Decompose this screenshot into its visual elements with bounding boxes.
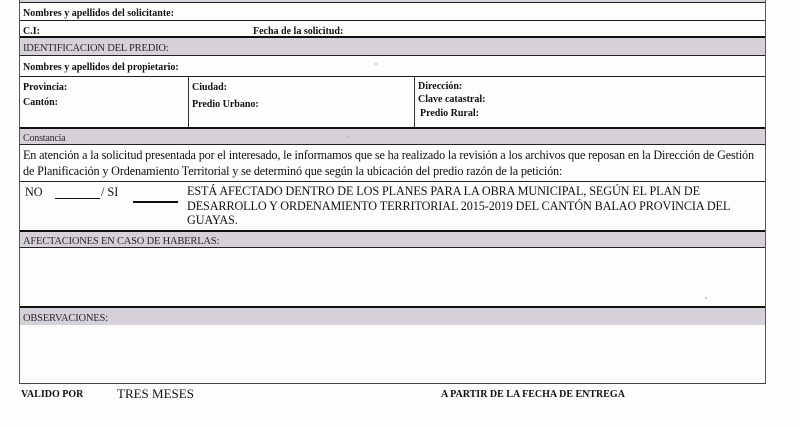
- observaciones-title: OBSERVACIONES:: [23, 313, 108, 324]
- propietario-label: Nombres y apellidos del propietario:: [23, 62, 179, 73]
- no-label: NO: [25, 185, 43, 199]
- solicitante-name-label: Nombres y apellidos del solicitante:: [23, 8, 174, 19]
- location-col-direccion[interactable]: [415, 77, 765, 127]
- predio-urbano-label: Predio Urbano:: [192, 99, 259, 110]
- afectaciones-title: AFECTACIONES EN CASO DE HABERLAS:: [23, 236, 220, 247]
- observaciones-field[interactable]: [20, 325, 765, 383]
- section-header-afectaciones: [20, 232, 765, 248]
- section-header-identificacion: [20, 38, 765, 56]
- section-header-constancia: [20, 129, 765, 145]
- location-col-ciudad[interactable]: [189, 77, 415, 127]
- location-row: [20, 77, 765, 129]
- fecha-label: Fecha de la solicitud:: [253, 26, 344, 37]
- footer: [0, 385, 800, 403]
- scan-speck: [347, 136, 349, 138]
- provincia-label: Provincia:: [23, 82, 68, 93]
- constancia-paragraph: En atención a la solicitud presentada por el interesado, le informamos que se ha realizado la revisión a los archivos que reposan en la Dirección de Gestión de Planificación y Ordenamiento Territorial y se determinó que según la ubicación del predio razón de la petición:: [20, 145, 765, 182]
- ci-date-row: [20, 21, 765, 38]
- no-si-row: [20, 182, 765, 232]
- valido-label: VALIDO POR: [21, 389, 84, 400]
- scan-speck: [375, 63, 377, 65]
- clave-catastral-label: Clave catastral:: [418, 94, 486, 105]
- afectaciones-field[interactable]: [20, 248, 765, 308]
- identificacion-title: IDENTIFICACION DEL PREDIO:: [23, 43, 169, 54]
- solicitante-name-row[interactable]: [20, 3, 765, 21]
- si-label: / SI: [101, 185, 119, 199]
- propietario-row[interactable]: [20, 56, 765, 77]
- si-blank-field[interactable]: [133, 201, 178, 203]
- afectacion-statement: ESTÁ AFECTADO DENTRO DE LOS PLANES PARA LA OBRA MUNICIPAL, SEGÚN EL PLAN DE DESARROLLO Y ORDENAMIENTO TERRITORIAL 2015-2019 DEL CANTÓN BALAO PROVINCIA DEL GUAYAS.: [187, 184, 730, 227]
- scan-speck: [705, 297, 707, 299]
- ci-label: C.I:: [23, 26, 40, 37]
- direccion-label: Dirección:: [418, 81, 463, 92]
- no-blank-field[interactable]: [55, 198, 100, 199]
- predio-rural-label: Predio Rural:: [420, 108, 479, 119]
- ciudad-label: Ciudad:: [192, 82, 228, 93]
- desde-label: A PARTIR DE LA FECHA DE ENTREGA: [441, 389, 625, 400]
- section-header-observaciones: [20, 308, 765, 325]
- constancia-title: Constancia: [23, 133, 66, 144]
- canton-label: Cantón:: [23, 97, 59, 108]
- location-col-provincia[interactable]: [20, 77, 189, 127]
- validity-value: TRES MESES: [117, 386, 194, 401]
- request-form: [19, 0, 766, 384]
